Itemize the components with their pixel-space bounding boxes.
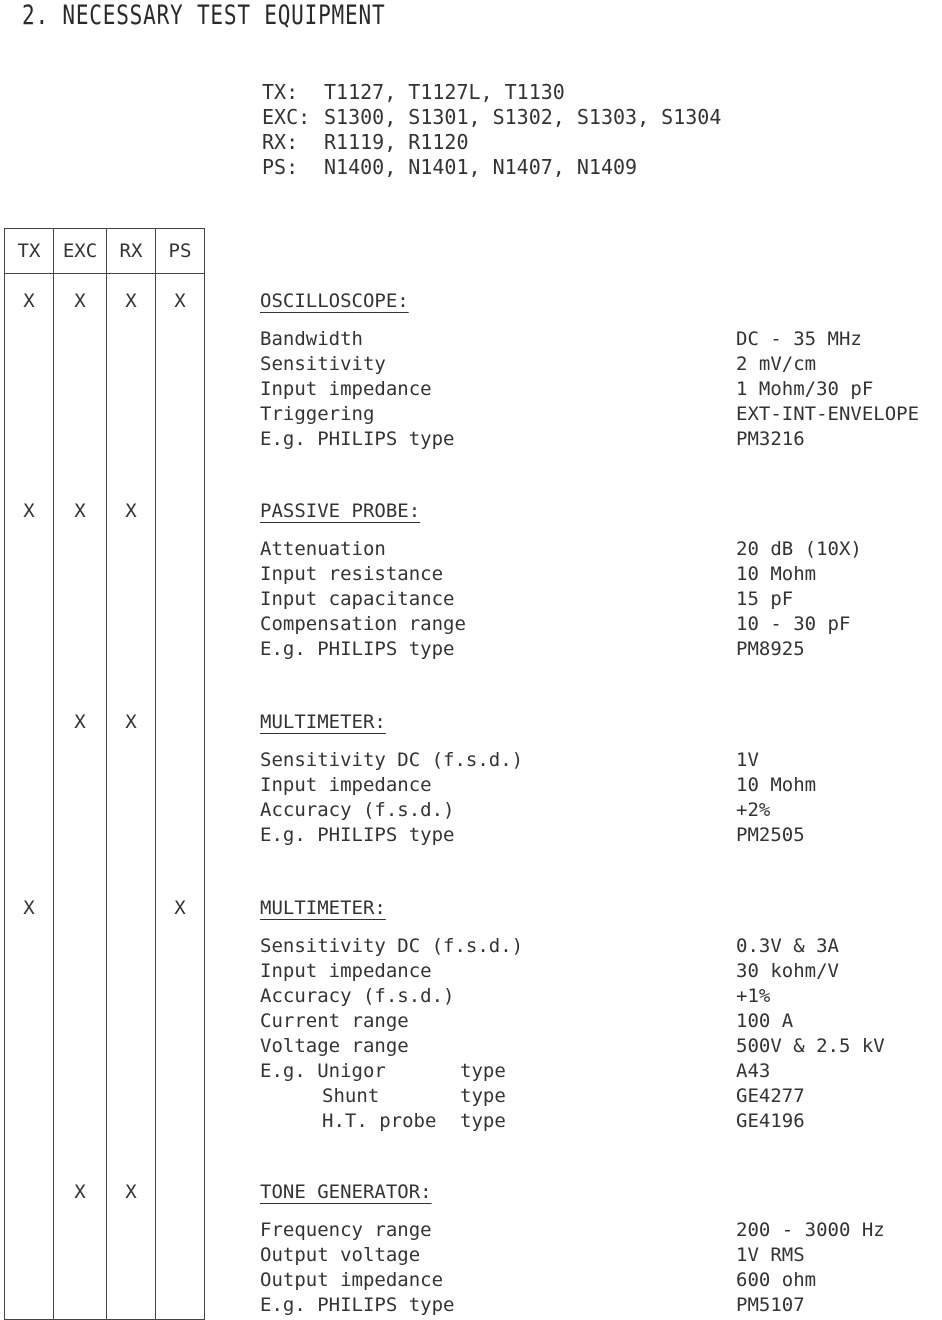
spec-label: Bandwidth	[260, 328, 363, 350]
spec-label: Input impedance	[260, 378, 432, 400]
header-ps: PS	[156, 229, 205, 274]
spec-type: type	[460, 1085, 506, 1107]
applicability-mark: X	[23, 290, 35, 312]
page-heading: 2. NECESSARY TEST EQUIPMENT	[22, 0, 386, 31]
spec-value: 10 Mohm	[736, 563, 817, 585]
spec-label: Input capacitance	[260, 588, 455, 610]
model-line	[262, 80, 721, 105]
spec-label: Sensitivity	[260, 353, 386, 375]
applicability-mark: X	[174, 290, 186, 312]
spec-value: 600 ohm	[736, 1269, 817, 1291]
spec-value: DC - 35 MHz	[736, 328, 862, 350]
model-key: EXC:	[262, 105, 311, 129]
spec-value: PM5107	[736, 1294, 805, 1316]
spec-label: Output voltage	[260, 1244, 421, 1266]
applicability-mark: X	[125, 290, 137, 312]
equipment-section	[260, 290, 920, 450]
section-title: PASSIVE PROBE:	[260, 500, 421, 522]
spec-label: Input resistance	[260, 563, 444, 585]
spec-value: 0.3V & 3A	[736, 935, 839, 957]
spec-value: 10 - 30 pF	[736, 613, 851, 635]
spec-value: 10 Mohm	[736, 774, 817, 796]
applicability-mark: X	[125, 500, 137, 522]
spec-value: GE4196	[736, 1110, 805, 1132]
spec-label: Output impedance	[260, 1269, 444, 1291]
header-rx: RX	[107, 229, 156, 274]
model-line	[262, 105, 721, 130]
spec-type: type	[460, 1110, 506, 1132]
spec-label: E.g. PHILIPS type	[260, 824, 455, 846]
model-list	[262, 80, 721, 180]
spec-value: 15 pF	[736, 588, 794, 610]
spec-value: 30 kohm/V	[736, 960, 839, 982]
column-exc	[54, 274, 107, 1320]
applicability-mark: X	[125, 1181, 137, 1203]
applicability-table	[4, 228, 205, 1320]
spec-value: 1V RMS	[736, 1244, 805, 1266]
spec-value: PM3216	[736, 428, 805, 450]
spec-value: 500V & 2.5 kV	[736, 1035, 885, 1057]
column-rx	[107, 274, 156, 1320]
spec-label: Triggering	[260, 403, 375, 425]
spec-value: PM2505	[736, 824, 805, 846]
applicability-mark: X	[174, 897, 186, 919]
section-title: MULTIMETER:	[260, 897, 386, 919]
spec-label: Voltage range	[260, 1035, 409, 1057]
spec-label: E.g. PHILIPS type	[260, 638, 455, 660]
applicability-mark: X	[74, 1181, 86, 1203]
equipment-section	[260, 711, 817, 846]
spec-label: Accuracy (f.s.d.)	[260, 985, 455, 1007]
spec-value: 100 A	[736, 1010, 794, 1032]
spec-value: +2%	[736, 799, 771, 821]
model-value: R1119, R1120	[324, 130, 469, 154]
spec-label: Compensation range	[260, 613, 466, 635]
applicability-mark: X	[74, 500, 86, 522]
spec-label: Current range	[260, 1010, 409, 1032]
column-tx	[5, 274, 54, 1320]
model-value: S1300, S1301, S1302, S1303, S1304	[324, 105, 722, 129]
spec-value: EXT-INT-ENVELOPE	[736, 403, 920, 425]
applicability-mark: X	[23, 500, 35, 522]
spec-value: GE4277	[736, 1085, 805, 1107]
spec-value: 20 dB (10X)	[736, 538, 862, 560]
header-tx: TX	[5, 229, 54, 274]
spec-value: 1 Mohm/30 pF	[736, 378, 874, 400]
column-ps	[156, 274, 205, 1320]
spec-label: H.T. probe	[322, 1110, 437, 1132]
spec-label: Sensitivity DC (f.s.d.)	[260, 749, 524, 771]
applicability-mark: X	[23, 897, 35, 919]
spec-label: Input impedance	[260, 960, 432, 982]
equipment-section	[260, 1181, 885, 1316]
spec-label: E.g. PHILIPS type	[260, 1294, 455, 1316]
applicability-mark: X	[74, 711, 86, 733]
spec-value: A43	[736, 1060, 771, 1082]
section-title: MULTIMETER:	[260, 711, 386, 733]
equipment-section	[260, 897, 885, 1132]
spec-label: E.g. Unigor	[260, 1060, 386, 1082]
model-key: PS:	[262, 155, 299, 179]
section-title: OSCILLOSCOPE:	[260, 290, 409, 312]
header-exc: EXC	[54, 229, 107, 274]
applicability-mark: X	[125, 711, 137, 733]
model-line	[262, 155, 721, 180]
model-line	[262, 130, 721, 155]
spec-value: 1V	[736, 749, 759, 771]
spec-label: Accuracy (f.s.d.)	[260, 799, 455, 821]
model-key: RX:	[262, 130, 299, 154]
spec-value: 2 mV/cm	[736, 353, 817, 375]
spec-value: 200 - 3000 Hz	[736, 1219, 885, 1241]
spec-label: E.g. PHILIPS type	[260, 428, 455, 450]
spec-label: Input impedance	[260, 774, 432, 796]
spec-label: Attenuation	[260, 538, 386, 560]
model-key: TX:	[262, 80, 299, 104]
spec-label: Frequency range	[260, 1219, 432, 1241]
spec-label: Sensitivity DC (f.s.d.)	[260, 935, 524, 957]
spec-value: PM8925	[736, 638, 805, 660]
section-title: TONE GENERATOR:	[260, 1181, 432, 1203]
equipment-section	[260, 500, 862, 660]
spec-label: Shunt	[322, 1085, 380, 1107]
model-value: T1127, T1127L, T1130	[324, 80, 565, 104]
model-value: N1400, N1401, N1407, N1409	[324, 155, 638, 179]
spec-value: +1%	[736, 985, 771, 1007]
applicability-mark: X	[74, 290, 86, 312]
spec-type: type	[460, 1060, 506, 1082]
